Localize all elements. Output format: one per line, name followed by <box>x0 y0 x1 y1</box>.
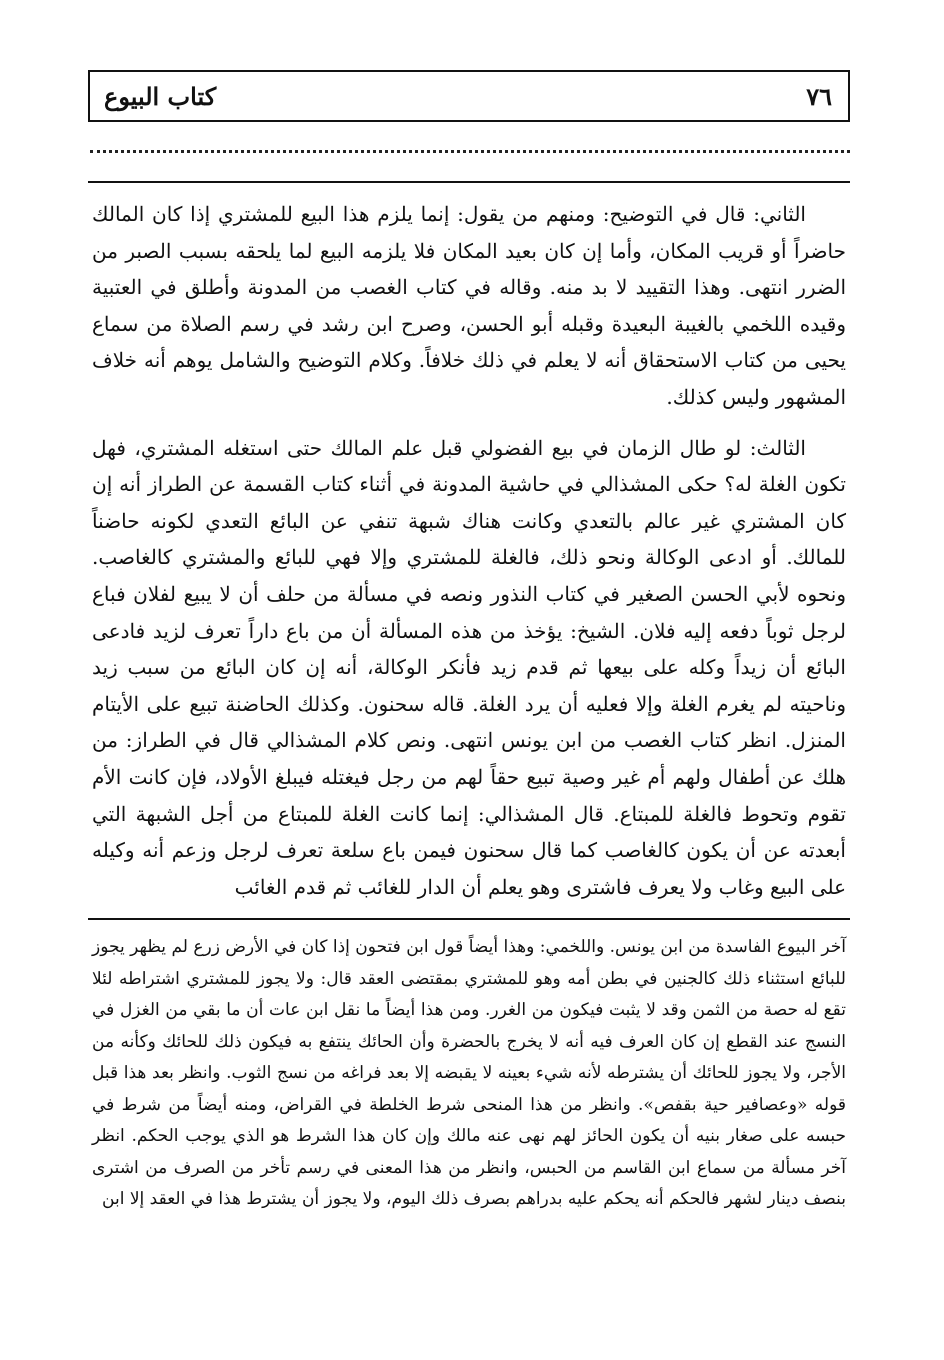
header-divider <box>88 181 850 183</box>
paragraph-third-issue: الثالث: لو طال الزمان في بيع الفضولي قبل علم المالك حتى استغله المشتري، فهل تكون الغلة له؟ حكى المشذالي في حاشية المدونة في أثناء كتاب القسمة عن الطراز أنه إن كان المشتري غير عالم بالتعدي وكانت هناك شبهة تنفي عن البائع التعدي لكونه حاضناً للمالك. أو ادعى الوكالة ونحو ذلك، فالغلة للمشتري وإلا فهي للبائع والمشتري كالغاصب. ونحوه لأبي الحسن الصغير في كتاب النذور ونصه في مسألة من حلف أن لا يبيع لفلان فباع لرجل ثوباً دفعه إليه فلان. الشيخ: يؤخذ من هذه المسألة أن من باع داراً تعرف لزيد فادعى البائع أن زيداً وكله على بيعها ثم قدم زيد فأنكر الوكالة، أنه إن كان البائع من سبب زيد وناحيته لم يغرم الغلة وإلا فعليه أن يرد الغلة. قاله سحنون. وكذلك الحاضنة تبيع على الأيتام المنزل. انظر كتاب الغصب من ابن يونس انتهى. ونص كلام المشذالي قال في الطراز: من هلك عن أطفال ولهم أم غير وصية تبيع حقاً لهم من رجل فيغتله فيبلغ الأولاد، فإن كانت الأم تقوم وتحوط فالغلة للمبتاع. قال المشذالي: إنما كانت الغلة للمبتاع من أجل الشبهة التي أبعدته عن أن يكون كالغاصب كما قال سحنون فيمن باع سلعة تعرف لرجل وزعم أنه وكيله على البيع وغاب ولا يعرف فاشترى وهو يعلم أن الدار للغائب ثم قدم الغائب <box>92 435 846 899</box>
page-number: ٧٦ <box>806 82 832 111</box>
dotted-divider <box>90 150 850 153</box>
running-header <box>88 70 850 122</box>
main-text-body <box>92 196 846 905</box>
chapter-title: كتاب البيوع <box>104 82 217 111</box>
footnote-body <box>92 932 846 1216</box>
footnote-divider <box>88 918 850 920</box>
paragraph-second-issue: الثاني: قال في التوضيح: ومنهم من يقول: إنما يلزم هذا البيع للمشتري إذا كان المالك حاضراً أو قريب المكان، وأما إن كان بعيد المكان فلا يلزمه البيع لما يلحقه بسبب الصبر من الضرر انتهى. وهذا التقييد لا بد منه. وقاله في كتاب الغصب من المدونة وأطلق في العتبية وقيده اللخمي بالغيبة البعيدة وقبله أبو الحسن، وصرح ابن رشد في رسم الصلاة من سماع يحيى من كتاب الاستحقاق أنه لا يعلم في ذلك خلافاً. وكلام التوضيح والشامل يوهم أنه خلاف المشهور وليس كذلك. <box>92 202 846 409</box>
footnote-paragraph: آخر البيوع الفاسدة من ابن يونس. واللخمي: وهذا أيضاً قول ابن فتحون إذا كان في الأرض زرع لم يظهر يجوز للبائع استثناء ذلك كالجنين في بطن أمه وهو للمشتري بمقتضى العقد قال: ولا يجوز للمشتري اشتراطه لئلا تقع له حصة من الثمن وقد لا يثبت فيكون من الغرر. ومن هذا أيضاً ما نقل ابن عات أن ما بقي من الغزل في النسج عند القطع إن كان العرف فيه أنه لا يخرج بالحضرة وأن الحائك ينتفع به فيكون ذلك للحائك وكأنه من الأجر، ولا يجوز للحائك أن يشترطه لأنه شيء بعينه لا يقبضه إلا بعد فراغه من نسج الثوب. وانظر بعد هذا قبل قوله «وعصافير حية بقفص». وانظر من هذا المنحى شرط الخلطة في القراض، ومنه أيضاً من شرط في حبسه على صغار بنيه أن يكون الحائز لهم نهى عنه مالك وإن كان هذا الشرط هو الذي يوجب الحكم. انظر آخر مسألة من سماع ابن القاسم من الحبس، وانظر من هذا المعنى في رسم تأخر من الصرف من اشترى بنصف دينار لشهر فالحكم أنه يحكم عليه بدراهم بصرف ذلك اليوم، ولا يجوز أن يشترط هذا في العقد إلا ابن <box>92 937 847 1209</box>
